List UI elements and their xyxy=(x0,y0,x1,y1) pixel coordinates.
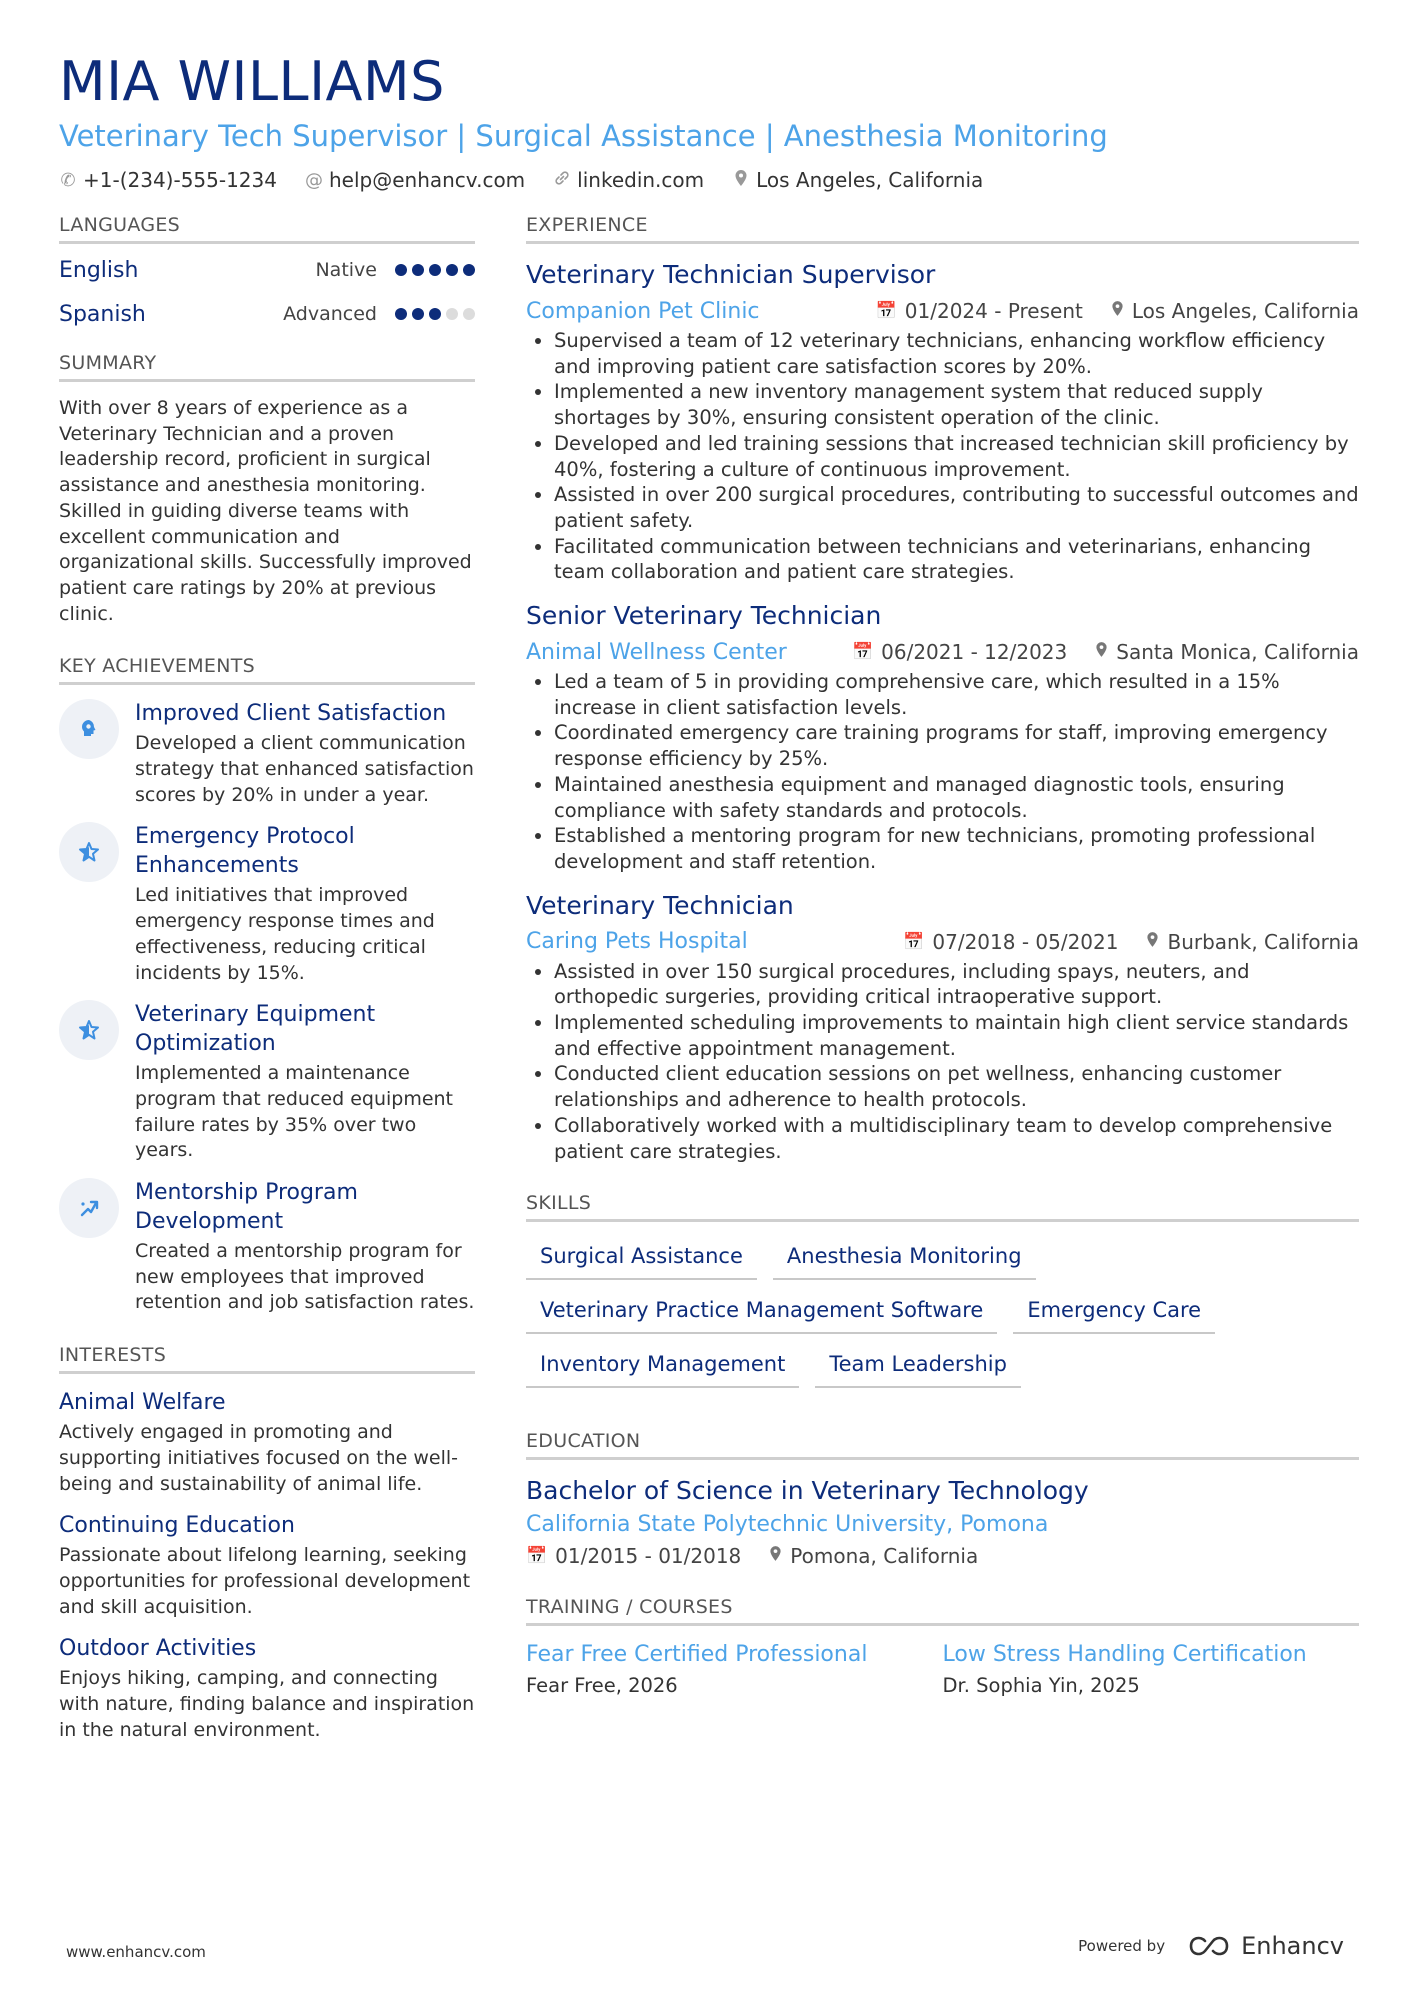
training-list xyxy=(526,1640,1359,1700)
education-school: California State Polytechnic University, Pomona xyxy=(526,1512,1049,1538)
achievement-item xyxy=(59,699,475,808)
interest-item xyxy=(59,1511,475,1620)
course-provider: Dr. Sophia Yin, 2025 xyxy=(942,1674,1140,1698)
job-title: Veterinary Technician xyxy=(526,890,794,920)
location-pin-icon xyxy=(1146,931,1159,953)
company-name: Companion Pet Clinic xyxy=(526,298,760,324)
calendar-icon: 📅 xyxy=(526,1546,548,1567)
job-dates: 01/2024 - Present xyxy=(904,299,1083,323)
languages-list xyxy=(59,248,475,336)
rating-dot xyxy=(395,308,407,320)
job-dates: 07/2018 - 05/2021 xyxy=(932,929,1119,954)
location-pin-icon xyxy=(732,169,750,192)
interest-title: Continuing Education xyxy=(59,1513,295,1539)
job-meta xyxy=(526,294,1359,328)
left-column xyxy=(59,212,475,1744)
job-location: Burbank, California xyxy=(1167,929,1359,954)
skill-tag: Anesthesia Monitoring xyxy=(773,1240,1036,1280)
resume-header xyxy=(59,50,1359,192)
brand-name: Enhancv xyxy=(1241,1932,1344,1960)
job-bullet: • Implemented a new inventory management system that reduced supply shortages by 30%, ensuring consistent operation of the clinic. xyxy=(554,379,1359,430)
rating-dot xyxy=(395,264,407,276)
skill-tag: Inventory Management xyxy=(526,1348,799,1388)
job-bullet: • Assisted in over 150 surgical procedures, including spays, neuters, and orthopedic surgeries, providing critical intraoperative support. xyxy=(554,959,1359,1010)
link-icon xyxy=(553,169,571,192)
language-name: Spanish xyxy=(59,301,146,327)
education-entry xyxy=(526,1474,1359,1568)
job-bullet: • Implemented scheduling improvements to maintain high client service standards and effective appointment management. xyxy=(554,1010,1359,1061)
rating-dot xyxy=(429,308,441,320)
right-column xyxy=(526,212,1359,1700)
experience-heading: EXPERIENCE xyxy=(526,212,1359,244)
training-heading: TRAINING / COURSES xyxy=(526,1594,1359,1626)
brand-logo[interactable] xyxy=(1187,1932,1344,1960)
skill-tag: Emergency Care xyxy=(1013,1294,1215,1334)
language-row xyxy=(59,248,475,292)
job-title: Veterinary Technician Supervisor xyxy=(526,260,936,289)
job-bullet: • Coordinated emergency care training programs for staff, improving emergency response efficiency by 25%. xyxy=(554,720,1359,771)
rating-dot xyxy=(429,264,441,276)
skills-list xyxy=(526,1240,1359,1388)
language-name: English xyxy=(59,257,139,283)
course-item xyxy=(943,1640,1360,1700)
linkedin-text: linkedin.com xyxy=(577,168,705,192)
achievement-title: Veterinary Equipment Optimization xyxy=(135,1002,376,1057)
language-rating xyxy=(395,308,475,320)
phone-text: +1-(234)-555-1234 xyxy=(83,168,277,192)
job-meta xyxy=(526,925,1359,959)
interests-list xyxy=(59,1388,475,1743)
job-location: Santa Monica, California xyxy=(1116,640,1359,665)
job-dates: 06/2021 - 12/2023 xyxy=(881,640,1068,665)
achievement-description: Led initiatives that improved emergency response times and effectiveness, reducing critical incidents by 15%. xyxy=(135,884,435,984)
interest-item xyxy=(59,1388,475,1497)
achievement-title: Improved Client Satisfaction xyxy=(135,701,447,727)
contact-bar xyxy=(59,168,1359,192)
summary-text: With over 8 years of experience as a Veterinary Technician and a proven leadership record, proficient in surgical assistance and anesthesia monitoring. Skilled in guiding diverse teams with excellent communication and organizational skills. Successfully improved patient care ratings by 20% at previous clinic. xyxy=(59,397,472,625)
language-row xyxy=(59,292,475,336)
star-icon xyxy=(59,1000,119,1060)
job-bullet: • Conducted client education sessions on pet wellness, enhancing customer relationships and adherence to health protocols. xyxy=(554,1061,1359,1112)
education-dates: 01/2015 - 01/2018 xyxy=(555,1544,742,1569)
job-bullet: • Developed and led training sessions that increased technician skill proficiency by 40%, fostering a culture of continuous improvement. xyxy=(554,431,1359,482)
company-name: Animal Wellness Center xyxy=(526,639,787,665)
job-bullet: • Collaboratively worked with a multidisciplinary team to develop comprehensive patient care strategies. xyxy=(554,1113,1359,1164)
achievement-title: Mentorship Program Development xyxy=(135,1180,358,1235)
rating-dot xyxy=(463,308,475,320)
footer-website[interactable]: www.enhancv.com xyxy=(66,1943,206,1961)
skill-tag: Team Leadership xyxy=(815,1348,1021,1388)
calendar-icon: 📅 xyxy=(875,301,897,321)
calendar-icon: 📅 xyxy=(903,931,925,952)
enhancv-logo-icon xyxy=(1187,1935,1231,1957)
achievement-description: Developed a client communication strategy that enhanced satisfaction scores by 20% in under a year. xyxy=(135,732,474,806)
education-heading: EDUCATION xyxy=(526,1428,1359,1460)
email-text: help@enhancv.com xyxy=(328,168,526,192)
job-meta xyxy=(526,635,1359,669)
job-bullet: • Established a mentoring program for new technicians, promoting professional development and staff retention. xyxy=(554,823,1359,874)
job-entry xyxy=(526,258,1359,585)
interest-description: Passionate about lifelong learning, seeking opportunities for professional development and skill acquisition. xyxy=(59,1544,471,1618)
education-meta xyxy=(526,1544,1359,1568)
job-title: Senior Veterinary Technician xyxy=(526,601,882,631)
achievement-item xyxy=(59,822,475,986)
course-title: Low Stress Handling Certification xyxy=(942,1642,1307,1668)
education-degree: Bachelor of Science in Veterinary Technology xyxy=(526,1476,1089,1506)
star-icon xyxy=(59,822,119,882)
job-bullet: • Facilitated communication between technicians and veterinarians, enhancing team collaboration and patient care strategies. xyxy=(554,534,1359,585)
language-level: Native xyxy=(315,259,377,281)
job-entry xyxy=(526,599,1359,875)
contact-email[interactable] xyxy=(305,168,525,192)
language-rating xyxy=(395,264,475,276)
interests-heading: INTERESTS xyxy=(59,1342,475,1374)
language-level: Advanced xyxy=(283,303,377,325)
course-title: Fear Free Certified Professional xyxy=(526,1642,868,1668)
achievement-item xyxy=(59,1178,475,1316)
course-provider: Fear Free, 2026 xyxy=(526,1674,678,1698)
interest-description: Enjoys hiking, camping, and connecting with nature, finding balance and inspiration in the natural environment. xyxy=(59,1667,475,1741)
rating-dot xyxy=(446,308,458,320)
job-entry xyxy=(526,889,1359,1165)
contact-linkedin[interactable] xyxy=(553,168,704,192)
location-text: Los Angeles, California xyxy=(756,168,984,192)
job-bullets xyxy=(526,328,1359,585)
candidate-name: MIA WILLIAMS xyxy=(59,50,445,113)
job-bullet: • Maintained anesthesia equipment and managed diagnostic tools, ensuring compliance with safety standards and protocols. xyxy=(554,772,1359,823)
lightbulb-head-icon xyxy=(59,699,119,759)
achievements-list xyxy=(59,699,475,1316)
interest-title: Animal Welfare xyxy=(59,1390,226,1416)
job-bullet: • Led a team of 5 in providing comprehensive care, which resulted in a 15% increase in client satisfaction levels. xyxy=(554,669,1359,720)
at-icon: @ xyxy=(304,169,323,191)
job-bullet: • Assisted in over 200 surgical procedures, contributing to successful outcomes and patient safety. xyxy=(554,482,1359,533)
job-location: Los Angeles, California xyxy=(1131,299,1359,323)
achievement-item xyxy=(59,1000,475,1164)
summary-heading: SUMMARY xyxy=(59,350,475,382)
contact-location xyxy=(732,168,983,192)
achievement-title: Emergency Protocol Enhancements xyxy=(135,824,355,879)
candidate-headline: Veterinary Tech Supervisor | Surgical Assistance | Anesthesia Monitoring xyxy=(59,119,1108,153)
job-bullets xyxy=(526,959,1359,1165)
interest-title: Outdoor Activities xyxy=(59,1636,257,1662)
rating-dot xyxy=(446,264,458,276)
powered-by-text: Powered by xyxy=(1078,1937,1166,1955)
achievements-heading: KEY ACHIEVEMENTS xyxy=(59,653,475,685)
skill-tag: Surgical Assistance xyxy=(526,1240,757,1280)
interest-item xyxy=(59,1634,475,1743)
location-pin-icon xyxy=(769,1545,782,1567)
location-pin-icon xyxy=(1095,641,1108,663)
footer-branding xyxy=(1078,1932,1344,1960)
contact-phone[interactable] xyxy=(59,168,277,192)
course-item xyxy=(526,1640,943,1700)
achievement-description: Implemented a maintenance program that reduced equipment failure rates by 35% over two years. xyxy=(135,1062,454,1162)
achievement-description: Created a mentorship program for new employees that improved retention and job satisfaction rates. xyxy=(135,1240,475,1314)
phone-icon: ✆ xyxy=(60,169,76,191)
company-name: Caring Pets Hospital xyxy=(526,929,748,955)
rating-dot xyxy=(412,264,424,276)
trend-icon xyxy=(59,1178,119,1238)
calendar-icon: 📅 xyxy=(851,642,874,663)
languages-heading: LANGUAGES xyxy=(59,212,475,244)
skill-tag: Veterinary Practice Management Software xyxy=(526,1294,997,1334)
skills-heading: SKILLS xyxy=(526,1190,1359,1222)
job-bullet: • Supervised a team of 12 veterinary technicians, enhancing workflow efficiency and improving patient care satisfaction scores by 20%. xyxy=(554,328,1359,379)
rating-dot xyxy=(412,308,424,320)
interest-description: Actively engaged in promoting and supporting initiatives focused on the well-being and sustainability of animal life. xyxy=(59,1421,458,1495)
rating-dot xyxy=(463,264,475,276)
education-location: Pomona, California xyxy=(790,1544,979,1569)
location-pin-icon xyxy=(1111,300,1124,322)
job-bullets xyxy=(526,669,1359,875)
